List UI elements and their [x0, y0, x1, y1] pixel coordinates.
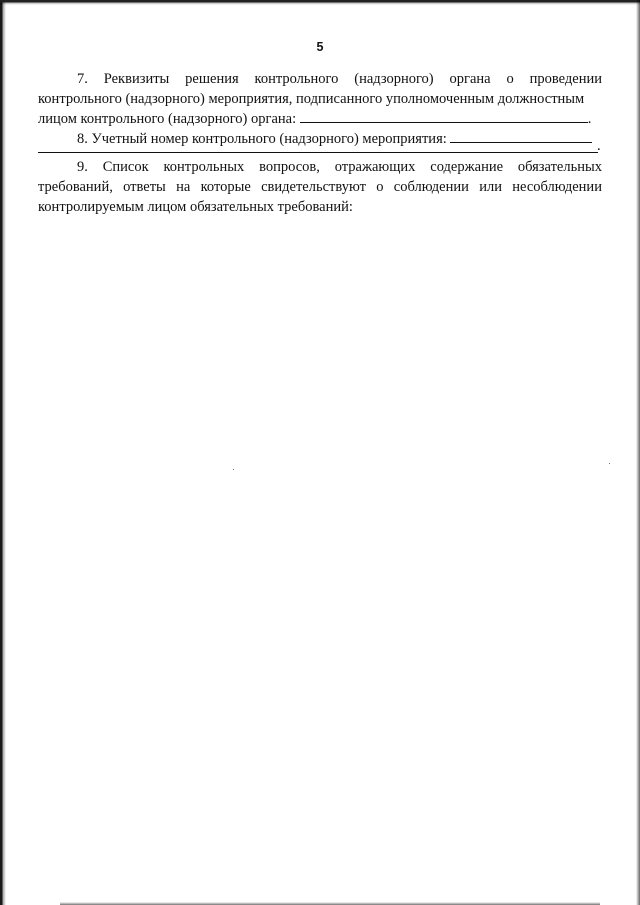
item-7-word: 7. [77, 71, 88, 87]
item-9-word: на [176, 179, 191, 195]
item-9-word: о [376, 179, 384, 195]
scan-speck [233, 469, 234, 470]
item-8-continuation-line[interactable] [38, 152, 598, 153]
item-7-paragraph [38, 69, 602, 129]
scan-speck [609, 463, 610, 464]
item-9-word: Список [102, 159, 149, 175]
scan-edge-left [0, 0, 6, 905]
item-7-word: решения [185, 71, 239, 87]
item-8-label: 8. Учетный номер контрольного (надзорного) мероприятия: [77, 131, 447, 147]
item-9-word: содержание [430, 159, 504, 175]
item-9-word: свидетельствуют [261, 179, 366, 195]
item-7-word: о [506, 71, 514, 87]
item-9-word: ответы [123, 179, 166, 195]
item-8-registration-number-field[interactable] [450, 129, 592, 143]
item-9-paragraph [38, 157, 602, 217]
item-7-word: (надзорного) [354, 71, 434, 87]
scan-edge-top [0, 0, 640, 5]
item-8-paragraph [38, 129, 602, 149]
item-7-label: лицом контрольного (надзорного) органа: [38, 111, 297, 127]
item-9-word: 9. [77, 159, 88, 175]
item-9-line-1 [38, 157, 602, 177]
item-9-word: вопросов, [259, 159, 320, 175]
item-7-decision-details-field[interactable] [300, 109, 588, 123]
item-7-line-1 [38, 69, 602, 89]
page-number: 5 [316, 40, 324, 54]
scan-edge-right [636, 0, 640, 905]
item-9-word: обязательных [517, 159, 602, 175]
item-9-word: требований, [38, 179, 113, 195]
item-9-word: которые [200, 179, 251, 195]
item-9-word: соблюдении [393, 179, 469, 195]
item-7-word: проведении [529, 71, 602, 87]
item-7-line-2: контрольного (надзорного) мероприятия, подписанного уполномоченным должностным [38, 91, 585, 107]
item-9-word: несоблюдении [512, 179, 602, 195]
item-8-period: . [597, 138, 601, 154]
item-9-line-3: контролируемым лицом обязательных требований: [38, 199, 353, 215]
item-7-period: . [587, 111, 592, 127]
item-7-word: контрольного [254, 71, 339, 87]
item-9-line-2 [38, 177, 602, 197]
item-9-word: отражающих [334, 159, 416, 175]
item-8-line [38, 129, 602, 149]
item-7-word: Реквизиты [103, 71, 170, 87]
item-9-word: контрольных [163, 159, 245, 175]
item-7-line-3 [38, 109, 602, 129]
item-9-word: или [479, 179, 502, 195]
item-7-word: органа [449, 71, 491, 87]
